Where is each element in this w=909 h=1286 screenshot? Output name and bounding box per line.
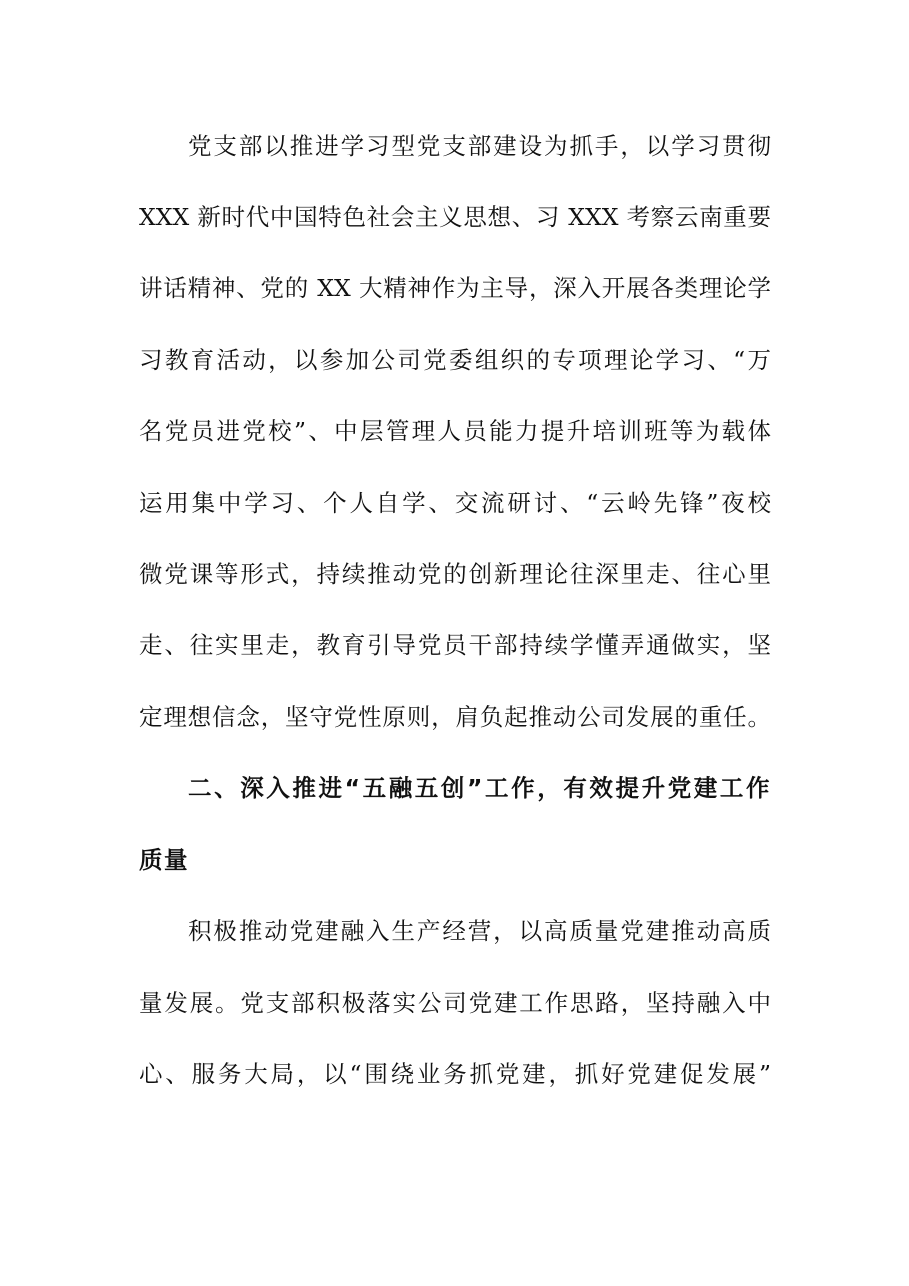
paragraph-1-line-6: 运用集中学习、个人自学、交流研讨、“云岭先锋”夜校 [139,489,771,517]
paragraph-1-line-7: 微党课等形式，持续推动党的创新理论往深里走、往心里 [139,560,771,588]
paragraph-1-line-5: 名党员进党校”、中层管理人员能力提升培训班等为载体 [139,417,771,445]
section-heading-line-2: 质量 [139,846,189,874]
paragraph-1-line-2: XXX 新时代中国特色社会主义思想、习 XXX 考察云南重要 [139,203,771,231]
paragraph-1-line-3: 讲话精神、党的 XX 大精神作为主导，深入开展各类理论学 [139,274,771,302]
paragraph-2-line-1: 积极推动党建融入生产经营，以高质量党建推动高质 [188,917,771,945]
paragraph-2-line-2: 量发展。党支部积极落实公司党建工作思路，坚持融入中 [139,989,771,1017]
paragraph-1-line-8: 走、往实里走，教育引导党员干部持续学懂弄通做实，坚 [139,631,771,659]
paragraph-1-line-9: 定理想信念，坚守党性原则，肩负起推动公司发展的重任。 [139,703,771,731]
paragraph-2-line-3: 心、服务大局，以“围绕业务抓党建，抓好党建促发展” [139,1060,771,1088]
paragraph-1-line-1: 党支部以推进学习型党支部建设为抓手，以学习贯彻 [188,132,771,160]
section-heading-line-1: 二、深入推进“五融五创”工作，有效提升党建工作 [188,774,771,802]
paragraph-1-line-4: 习教育活动，以参加公司党委组织的专项理论学习、“万 [139,346,771,374]
